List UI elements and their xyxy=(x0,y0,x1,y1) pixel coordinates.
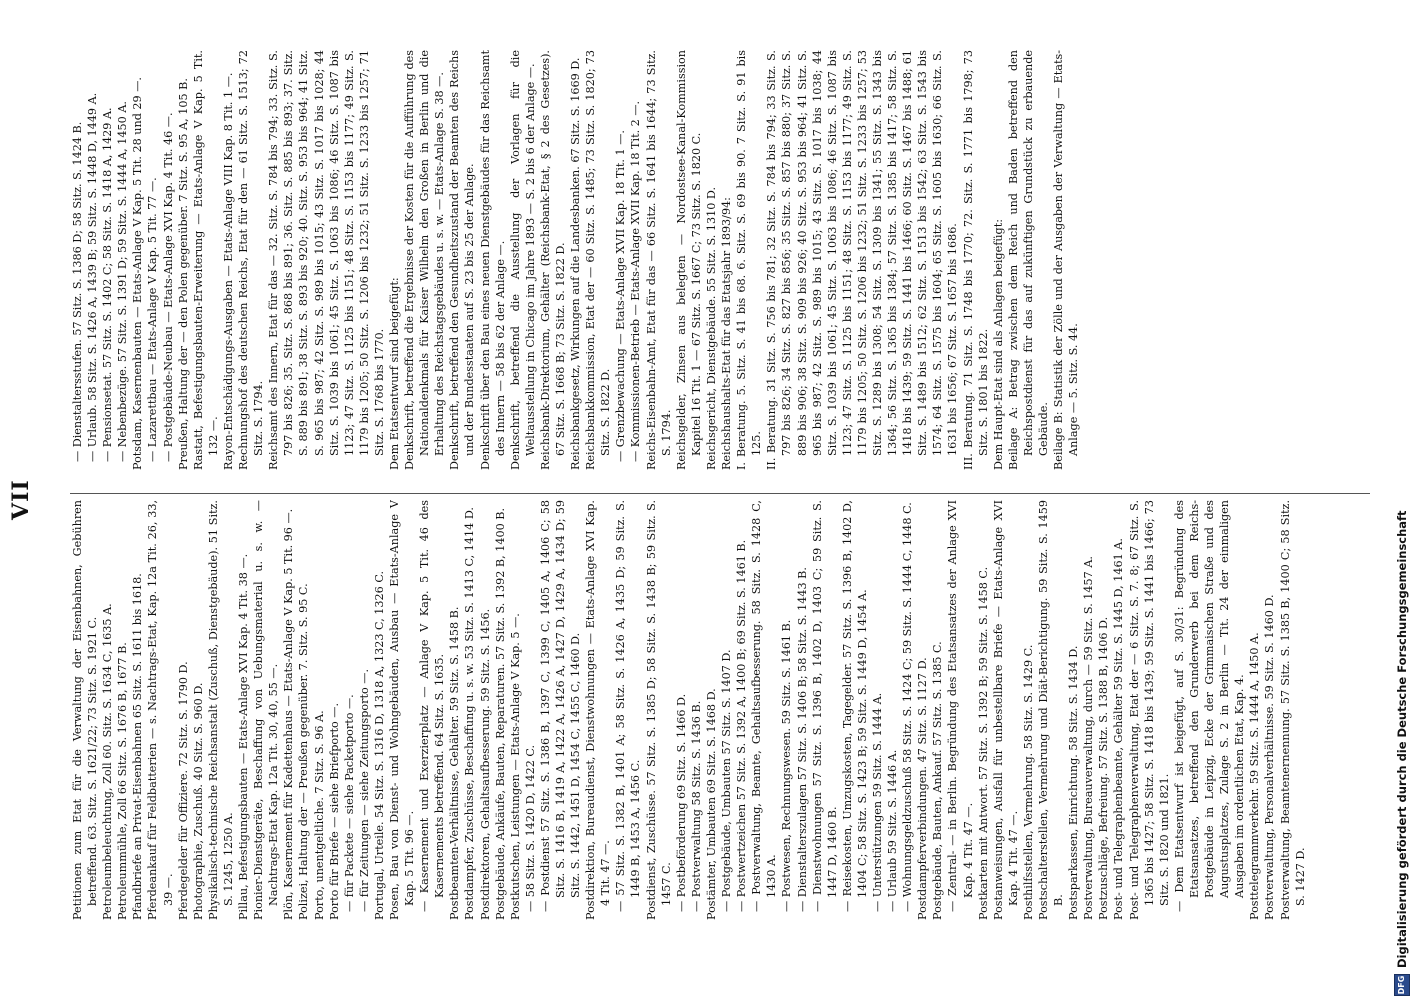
index-entry: Postdampferverbindungen. 47 Sitz. S. 1127 D. xyxy=(916,657,930,920)
index-entry: Pferdegelder für Offiziere. 72 Sitz. S. 1790 D. xyxy=(176,661,190,920)
index-entry: — 57 Sitz. S. 1382 B, 1401 A; 58 Sitz. S. 1426 A, 1435 D; 59 Sitz. S. 1449 B, 1453 A, 1456 C. xyxy=(614,500,643,912)
index-entry: Reichsamt des Innern, Etat für das — 32. Sitz. S. 784 bis 794; 33. Sitz. S. 797 bis 826; 35. Sitz. S. 868 bis 891; 36. Sitz. S. 885 bis 893; 37. Sitz. S. 889 bis 891; 38 Sitz. S. 893 bis 920; 40. Sitz. S. 953 bis 964; 41 Sitz. S. 965 bis 987; 42 Sitz. S. 989 bis 1015; 43 Sitz. S. 1017 bis 1028; 44 Sitz. S. 1039 bis 1061; 45 Sitz. S. 1063 bis 1086; 46 Sitz. S. 1087 bis 1123; 47 Sitz. S. 1125 bis 1151; 48 Sitz. S. 1153 bis 1177; 49 Sitz. S. 1179 bis 1205; 50 Sitz. S. 1206 bis 1232; 51 Sitz. S. 1233 bis 1257; 71 Sitz. S. 1768 bis 1770. xyxy=(267,50,386,470)
index-entry: — Postbeförderung 69 Sitz. S. 1466 D. xyxy=(674,693,688,912)
column-divider xyxy=(70,493,1370,494)
index-entry: — Kasernement und Exerzierplatz — Anlage V Kap. 5 Tit. 46 des Kasernements betreffend. 64 Sitz. S. 1635. xyxy=(418,500,447,912)
index-entry: Denkschrift, betreffend die Ergebnisse der Kosten für die Aufführung des Nationaldenkmals für Kaiser Wilhelm den Großen in Berlin und die Erhaltung des Reichstagsgebäudes u. s. w. — Etats-Anlage S. 38 —. xyxy=(403,50,447,470)
index-entry: Postanweisungen, Ausfall für unbestellbare Briefe — Etats-Anlage XVI Kap. 4 Tit. 47 —. xyxy=(991,500,1020,920)
index-entry: Rechnungshof des deutschen Reichs, Etat für den — 61 Sitz. S. 1513; 72 Sitz. S. 1794. xyxy=(237,50,266,470)
index-entry: — Postgebäude-Neubau — Etats-Anlage XVI Kap. 4 Tit. 46 —. xyxy=(161,112,175,462)
index-entry: Dem Etatsentwurf sind beigefügt: xyxy=(387,277,401,470)
index-entry: — Reisekosten, Umzugskosten, Tagegelder. 57 Sitz. S. 1396 B, 1402 D, 1404 C; 58 Sitz. S. 1423 B; 59 Sitz. S. 1449 D, 1454 A. xyxy=(840,500,869,912)
index-entry: Postdienst, Zuschüsse. 57 Sitz. S. 1385 D; 58 Sitz. S. 1438 B; 59 Sitz. S. 1457 C. xyxy=(644,500,673,920)
index-entry: Postdampfer, Zuschüsse, Beschaffung u. s. w. 53 Sitz. S. 1413 C, 1414 D. xyxy=(463,507,477,920)
index-entry: — Postwesen, Rechnungswesen. 59 Sitz. S. 1461 B. xyxy=(780,619,794,912)
index-entry: Postsparkassen, Einrichtung. 58 Sitz. S. 1434 D. xyxy=(1067,645,1081,920)
index-entry: Denkschrift, betreffend den Gesundheitszustand der Beamten des Reichs und der Bundesstaaten auf S. 23 bis 25 der Anlage. xyxy=(448,50,477,470)
index-entry: — Zentral- — in Berlin. Begründung des Etatsansatzes der Anlage XVI Kap. 4 Tit. 47 —. xyxy=(946,500,975,912)
index-entry: Portugal, Urteile. 54 Sitz. S. 1316 D, 1318 A, 1323 C, 1326 C. xyxy=(372,570,386,920)
index-entry: I. Beratung. 5. Sitz. S. 41 bis 68. 6. Sitz. S. 69 bis 90. 7 Sitz. S. 91 bis 125. xyxy=(735,50,764,470)
index-entry: Postdirektion, Bureaudienst, Dienstwohnungen — Etats-Anlage XVI Kap. 4 Tit. 47 —. xyxy=(584,500,613,920)
index-entry: Photographie, Zuschuß. 40 Sitz. S. 960 D. xyxy=(191,682,205,920)
index-entry: — Lazarettbau — Etats-Anlage V Kap. 5 Tit. 77 —. xyxy=(146,177,160,462)
index-entry: — Pensionsetat. 57 Sitz. S. 1402 C; 58 Sitz. S. 1418 A, 1429 A. xyxy=(101,107,115,462)
index-entry: Posthilfsstellen, Vermehrung. 58 Sitz. S. 1429 C. xyxy=(1021,644,1035,920)
index-entry: Porto, unentgeltliche. 7 Sitz. S. 96 A. xyxy=(312,710,326,920)
index-entry: II. Beratung. 31 Sitz. S. 756 bis 781; 32 Sitz. S. 784 bis 794; 33 Sitz. S. 797 bis 826; 34 Sitz. S. 827 bis 856; 35 Sitz. S. 857 bis 880; 37 Sitz. S. 889 bis 906; 38 Sitz. S. 909 bis 926; 40 Sitz. S. 953 bis 964; 41 Sitz. S. 965 bis 987; 42 Sitz. S. 989 bis 1015; 43 Sitz. S. 1017 bis 1038; 44 Sitz. S. 1039 bis 1061; 45 Sitz. S. 1063 bis 1086; 46 Sitz. S. 1087 bis 1123; 47 Sitz. S. 1125 bis 1151; 48 Sitz. S. 1153 bis 1177; 49 Sitz. S. 1179 bis 1205; 50 Sitz. S. 1206 bis 1232; 51 Sitz. S. 1233 bis 1257; 53 Sitz. S. 1289 bis 1308; 54 Sitz. S. 1309 bis 1341; 55 Sitz. S. 1343 bis 1364; 56 Sitz. S. 1365 bis 1384; 57 Sitz. S. 1385 bis 1417; 58 Sitz. S. 1418 bis 1439; 59 Sitz. S. 1441 bis 1466; 60 Sitz. S. 1467 bis 1488; 61 Sitz. S. 1489 bis 1512; 62 Sitz. S. 1513 bis 1542; 63 Sitz. S. 1543 bis 1574; 64 Sitz. S. 1575 bis 1604; 65 Sitz. S. 1605 bis 1630; 66 Sitz. S. 1631 bis 1656; 67 Sitz. S. 1657 bis 1686. xyxy=(765,50,960,470)
index-entry: — Grenzbewachung — Etats-Anlage XVII Kap. 18 Tit. 1 —. xyxy=(614,130,628,462)
index-entry: Pfandbriefe an Privat-Eisenbahnen 65 Sitz. S. 1611 bis 1618. xyxy=(131,573,145,920)
index-entry: Posen, Bau von Dienst- und Wohngebäuden, Ausbau — Etats-Anlage V Kap. 5 Tit. 96 —. xyxy=(387,500,417,920)
index-entry: — Postgebäude, Umbauten 57 Sitz. S. 1407 D. xyxy=(720,649,734,912)
index-entry: Postzuschläge, Befreiung. 57 Sitz. S. 1388 B, 1406 D. xyxy=(1097,616,1111,920)
index-entry: Potsdam, Kasernenbauten — Etats-Anlage V Kap. 5 Tit. 28 und 29 —. xyxy=(131,77,145,470)
index-entry: Pferdeankauf für Feldbatterien — s. Nachtrags-Etat, Kap. 12a Tit. 26, 33, 39 —. xyxy=(146,500,175,920)
index-entry: III. Beratung. 71 Sitz. S. 1748 bis 1770; 72. Sitz. S. 1771 bis 1798; 73 Sitz. S. 1801 bis 1822. xyxy=(961,50,990,470)
index-entry: — Nebenbezüge. 57 Sitz. S. 1391 D; 59 Sitz. S. 1444 A, 1450 A. xyxy=(116,101,130,462)
index-entry: Preußen, Haltung der — den Polen gegenüber. 7 Sitz. S. 95 A, 105 B. xyxy=(176,78,190,470)
index-entry: — Unterstützungen 59 Sitz. S. 1444 A. xyxy=(870,692,884,912)
index-entry: — 58 Sitz. S. 1420 D, 1422 C. xyxy=(523,744,537,912)
index-entry: — Postdienst 57 Sitz. S. 1386 B, 1397 C, 1399 C, 1405 A, 1406 C; 58 Sitz. S. 1416 B, 1419 A, 1422 A, 1426 A, 1427 D, 1429 A, 1434 D; 59 Sitz. S. 1442, 1451 D, 1454 C, 1455 C, 1460 D. xyxy=(538,500,583,912)
index-entry: Postdirektoren, Gehaltsaufbesserung. 59 Sitz. S. 1456. xyxy=(478,608,492,920)
index-entry: Petroleumbeleuchtung, Zoll 60. Sitz. S. 1634 C, 1635 A. xyxy=(101,603,115,920)
index-entry: Reichs-Eisenbahn-Amt, Etat für das — 66 Sitz. S. 1641 bis 1644; 73 Sitz. S. 1794. xyxy=(644,50,673,470)
index-entry: Reichsbank-Direktorium, Gehälter (Reichsbank-Etat, § 2 des Gesetzes). 67 Sitz. S. 1668 B; 73 Sitz. S. 1822 D. xyxy=(538,50,567,470)
index-entry: Pionier-Dienstgeräte, Beschaffung von Uebungsmaterial u. s. w. — Nachtrags-Etat Kap. 12a Tit. 30, 40, 55 —. xyxy=(252,500,281,920)
footer-text: Digitalisierung gefördert durch die Deutsche Forschungsgemeinschaft xyxy=(1394,510,1409,968)
index-entry: — Dienstalterszulagen 57 Sitz. S. 1406 B; 58 Sitz. S. 1443 B. xyxy=(795,567,809,912)
index-entry: — Wohnungsgeldzuschuß 58 Sitz. S. 1424 C; 59 Sitz. S. 1444 C, 1448 C. xyxy=(901,502,915,912)
index-entry: Rayon-Entschädigungs-Ausgaben — Etats-Anlage VIII Kap. 8 Tit. 1 —. xyxy=(221,72,235,470)
index-entry: Physikalisch-technische Reichsanstalt (Zuschuß, Dienstgebäude). 51 Sitz. S. 1245, 1250 A. xyxy=(206,500,235,920)
index-entry: Petitionen zum Etat für die Verwaltung der Eisenbahnen, Gebühren betreffend. 63. Sitz. S. 1621/22; 73 Sitz. S. 1921 C. xyxy=(71,500,100,920)
index-entry: Denkschrift über den Bau eines neuen Dienstgebäudes für das Reichsamt des Innern — 58 bis 62 der Anlage —. xyxy=(478,50,507,470)
index-entry: Reichshaushalts-Etat für das Etatsjahr 1893/94: xyxy=(720,197,734,470)
index-entry: Reichsgericht, Dienstgebäude. 55 Sitz. S. 1310 D. xyxy=(704,186,718,470)
index-entry: Postverwaltung, Bureauverwaltung, durch — 59 Sitz. S. 1457 A. xyxy=(1082,556,1096,920)
index-entry: Rastatt, Befestigungsbauten-Erweiterung — Etats-Anlage V Kap. 5 Tit. 132 —. xyxy=(191,50,220,470)
index-entry: Postverwaltung, Beamtenernennung. 57 Sitz. S. 1385 B, 1400 C; 58 Sitz. S. 1427 D. xyxy=(1278,500,1307,920)
index-entry: — Dienstwohnungen 57 Sitz. S. 1396 B, 1402 D, 1403 C; 59 Sitz. S. 1447 D, 1460 B. xyxy=(810,500,839,912)
index-entry: Postämter, Umbauten 69 Sitz. S. 1468 D. xyxy=(704,688,718,920)
index-entry: — Kommissionen-Betrieb — Etats-Anlage XVII Kap. 18 Tit. 2 —. xyxy=(629,100,643,462)
right-column xyxy=(70,50,1370,470)
index-entry: Petroleummühle, Zoll 66 Sitz. S. 1676 B, 1677 B. xyxy=(116,642,130,920)
left-column xyxy=(70,500,1370,920)
index-entry: — für Packete — siehe Packetporto —. xyxy=(342,694,356,912)
index-entry: Postgebäude, Ankäufe, Bauten, Reparaturen. 57 Sitz. S. 1392 B, 1400 B. xyxy=(493,507,507,920)
index-entry: — Postverwaltung, Beamte, Gehaltsaufbesserung. 58 Sitz. S. 1428 C, 1430 A. xyxy=(750,500,779,912)
index-entry: — Postverwaltung 58 Sitz. S. 1436 B. xyxy=(689,700,703,912)
index-entry: Reichsbankkommission, Etat der — 60 Sitz. S. 1485; 73 Sitz. S. 1820; 73 Sitz. S. 1822 D. xyxy=(584,50,613,470)
index-entry: Plön, Kasernement für Kadettenhaus — Etats-Anlage V Kap. 5 Tit. 96 —. xyxy=(282,508,296,920)
index-entry: Postgebäude, Bauten, Ankauf. 57 Sitz. S. 1385 C. xyxy=(931,641,945,920)
index-entry: Beilage A: Betrag zwischen dem Reich und Baden betreffend den Reichspostdienst für das auf zukünftigen Grundstück zu erbauende Gebäude. xyxy=(1006,50,1050,470)
index-entry: Denkschrift, betreffend die Ausstellung der Vorlagen für die Weltausstellung in Chicago im Jahre 1893 — S. 2 bis 6 der Anlage —. xyxy=(508,50,537,470)
page-number: VII xyxy=(8,479,34,520)
index-entry: Postkutschen, Leistungen — Etats-Anlage V Kap. 5 —. xyxy=(508,613,522,920)
index-entry: Dem Haupt-Etat sind als Anlagen beigefügt: xyxy=(991,219,1005,470)
index-entry: Postschalterstellen, Vermehrung und Diät-Berichtigung. 59 Sitz. S. 1459 B. xyxy=(1037,500,1066,920)
index-entry: Postbeamten-Verhältnisse, Gehälter. 59 Sitz. S. 1458 B. xyxy=(448,606,462,920)
index-entry: Post- und Telegraphenbeamte, Gehälter 59 Sitz. S. 1445 D, 1461 A. xyxy=(1112,538,1126,920)
index-entry: Postverwaltung, Personalverhältnisse. 59 Sitz. S. 1460 D. xyxy=(1263,594,1277,920)
index-entry: Reichsgelder, Zinsen aus belegten — Nordostsee-Kanal-Kommission Kapitel 16 Tit. 1 — 67 Sitz. S. 1667 C; 73 Sitz. S. 1820 C. xyxy=(674,50,703,470)
index-entry: Posttelegrammverkehr. 59 Sitz. S. 1444 A, 1450 A. xyxy=(1248,632,1262,920)
index-entry: — Urlaub. 58 Sitz. S. 1426 A, 1439 B; 59 Sitz. S. 1448 D, 1449 A. xyxy=(86,92,100,462)
index-entry: Reichsbankgesetz, Wirkungen auf die Landesbanken. 67 Sitz. S. 1669 D. xyxy=(569,57,583,470)
index-entry: Porto für Briefe — siehe Briefporto —. xyxy=(327,702,341,920)
index-entry: — Dem Etatsentwurf ist beigefügt, auf S. 30/31: Begründung des Etatsansatzes, betreffend den Grunderwerb bei dem Reichs-Postgebäude in Leipzig, Ecke der Grimmaischen Straße und des Augustusplatzes, Zulage S. 2 in Berlin — Tit. 24 der einmaligen Ausgaben im ordentlichen Etat, Kap. 4. xyxy=(1172,500,1247,912)
index-entry: — für Zeitungen — siehe Zeitungsporto —. xyxy=(357,668,371,912)
index-entry: Beilage B: Statistik der Zölle und der Ausgaben der Verwaltung — Etats-Anlage — 5. Sitz. S. 44. xyxy=(1052,50,1081,470)
index-entry: — Dienstaltersstufen. 57 Sitz. S. 1386 D; 58 Sitz. S. 1424 B. xyxy=(71,121,84,462)
index-entry: — Postwertzeichen 57 Sitz. S. 1392 A, 1400 B; 69 Sitz. S. 1461 B. xyxy=(735,539,749,912)
digitization-footer xyxy=(1389,0,1414,1000)
index-entry: Pillau, Befestigungsbauten — Etats-Anlage XVI Kap. 4 Tit. 38 —. xyxy=(237,553,251,920)
dfg-logo: DFG xyxy=(1394,974,1410,996)
index-entry: Polizei, Haltung der — Preußen gegenüber. 7. Sitz. S. 95 C. xyxy=(297,583,311,920)
index-entry: — Urlaub 59 Sitz. S. 1446 A. xyxy=(886,749,900,912)
index-entry: Postkarten mit Antwort. 57 Sitz. S. 1392 B; 59 Sitz. S. 1458 C. xyxy=(976,566,990,920)
index-entry: Post- und Telegraphenverwaltung, Etat der — 6 Sitz. S. 7. 8; 67 Sitz. S. 1365 bis 1427; 58 Sitz. S. 1418 bis 1439; 59 Sitz. S. 1441 bis 1466; 73 Sitz. S. 1820 und 1821. xyxy=(1127,500,1171,920)
